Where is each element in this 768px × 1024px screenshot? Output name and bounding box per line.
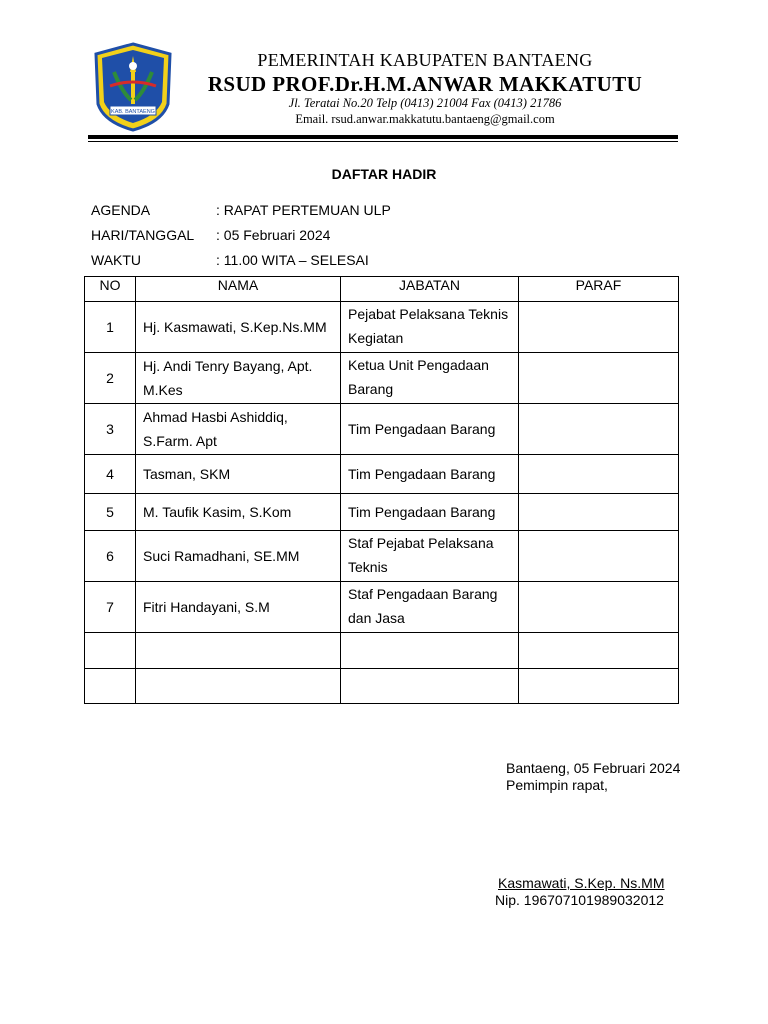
table-header-row bbox=[85, 277, 679, 302]
row-no: 5 bbox=[85, 494, 136, 531]
regency-logo bbox=[92, 42, 174, 132]
table-row bbox=[85, 353, 679, 404]
row-nama: Hj. Kasmawati, S.Kep.Ns.MM bbox=[136, 302, 341, 353]
row-jabatan: Tim Pengadaan Barang bbox=[341, 455, 519, 494]
row-nama bbox=[136, 633, 341, 669]
row-nama bbox=[136, 669, 341, 704]
table-row bbox=[85, 531, 679, 582]
row-no: 7 bbox=[85, 582, 136, 633]
signature-role: Pemimpin rapat, bbox=[506, 777, 608, 793]
row-no bbox=[85, 669, 136, 704]
row-no: 2 bbox=[85, 353, 136, 404]
row-jabatan bbox=[341, 669, 519, 704]
row-nama: Fitri Handayani, S.M bbox=[136, 582, 341, 633]
signature-place-date: Bantaeng, 05 Februari 2024 bbox=[506, 760, 681, 776]
attendance-table bbox=[84, 276, 679, 704]
row-paraf[interactable] bbox=[519, 404, 679, 455]
header-paraf: PARAF bbox=[519, 277, 679, 302]
row-nama: M. Taufik Kasim, S.Kom bbox=[136, 494, 341, 531]
row-jabatan: Pejabat Pelaksana Teknis Kegiatan bbox=[341, 302, 519, 353]
row-nama: Suci Ramadhani, SE.MM bbox=[136, 531, 341, 582]
row-paraf[interactable] bbox=[519, 455, 679, 494]
letterhead-divider-thick bbox=[88, 135, 678, 139]
table-row bbox=[85, 582, 679, 633]
row-paraf[interactable] bbox=[519, 302, 679, 353]
agenda-value: : RAPAT PERTEMUAN ULP bbox=[216, 202, 391, 218]
row-no: 6 bbox=[85, 531, 136, 582]
row-no bbox=[85, 633, 136, 669]
table-row bbox=[85, 669, 679, 704]
row-jabatan bbox=[341, 633, 519, 669]
row-jabatan: Tim Pengadaan Barang bbox=[341, 404, 519, 455]
row-nama: Ahmad Hasbi Ashiddiq, S.Farm. Apt bbox=[136, 404, 341, 455]
date-label: HARI/TANGGAL bbox=[91, 227, 195, 243]
row-jabatan: Ketua Unit Pengadaan Barang bbox=[341, 353, 519, 404]
hospital-name: RSUD PROF.Dr.H.M.ANWAR MAKKATUTU bbox=[207, 72, 643, 96]
letterhead-divider-thin bbox=[88, 141, 678, 142]
agenda-label: AGENDA bbox=[91, 202, 151, 218]
row-paraf[interactable] bbox=[519, 353, 679, 404]
row-jabatan: Staf Pejabat Pelaksana Teknis bbox=[341, 531, 519, 582]
table-row bbox=[85, 494, 679, 531]
logo-ribbon-text: KAB. BANTAENG bbox=[111, 109, 155, 115]
table-row bbox=[85, 633, 679, 669]
row-nama: Hj. Andi Tenry Bayang, Apt. M.Kes bbox=[136, 353, 341, 404]
header-nama: NAMA bbox=[136, 277, 341, 302]
table-row bbox=[85, 404, 679, 455]
row-paraf[interactable] bbox=[519, 582, 679, 633]
row-no: 4 bbox=[85, 455, 136, 494]
row-no: 1 bbox=[85, 302, 136, 353]
signatory-nip: Nip. 196707101989032012 bbox=[495, 892, 664, 908]
row-nama: Tasman, SKM bbox=[136, 455, 341, 494]
row-paraf[interactable] bbox=[519, 669, 679, 704]
time-value: : 11.00 WITA – SELESAI bbox=[216, 252, 369, 268]
header-jabatan: JABATAN bbox=[341, 277, 519, 302]
header-no: NO bbox=[85, 277, 136, 302]
hospital-email: Email. rsud.anwar.makkatutu.bantaeng@gmail.com bbox=[295, 112, 555, 126]
table-row bbox=[85, 302, 679, 353]
row-jabatan: Tim Pengadaan Barang bbox=[341, 494, 519, 531]
row-paraf[interactable] bbox=[519, 633, 679, 669]
row-paraf[interactable] bbox=[519, 494, 679, 531]
government-name: PEMERINTAH KABUPATEN BANTAENG bbox=[257, 50, 593, 70]
table-row bbox=[85, 455, 679, 494]
document-title: DAFTAR HADIR bbox=[331, 166, 437, 182]
row-no: 3 bbox=[85, 404, 136, 455]
row-jabatan: Staf Pengadaan Barang dan Jasa bbox=[341, 582, 519, 633]
time-label: WAKTU bbox=[91, 252, 142, 268]
hospital-address: Jl. Teratai No.20 Telp (0413) 21004 Fax (0413) 21786 bbox=[288, 96, 562, 110]
row-paraf[interactable] bbox=[519, 531, 679, 582]
signatory-name: Kasmawati, S.Kep. Ns.MM bbox=[498, 875, 665, 891]
date-value: : 05 Februari 2024 bbox=[216, 227, 331, 243]
